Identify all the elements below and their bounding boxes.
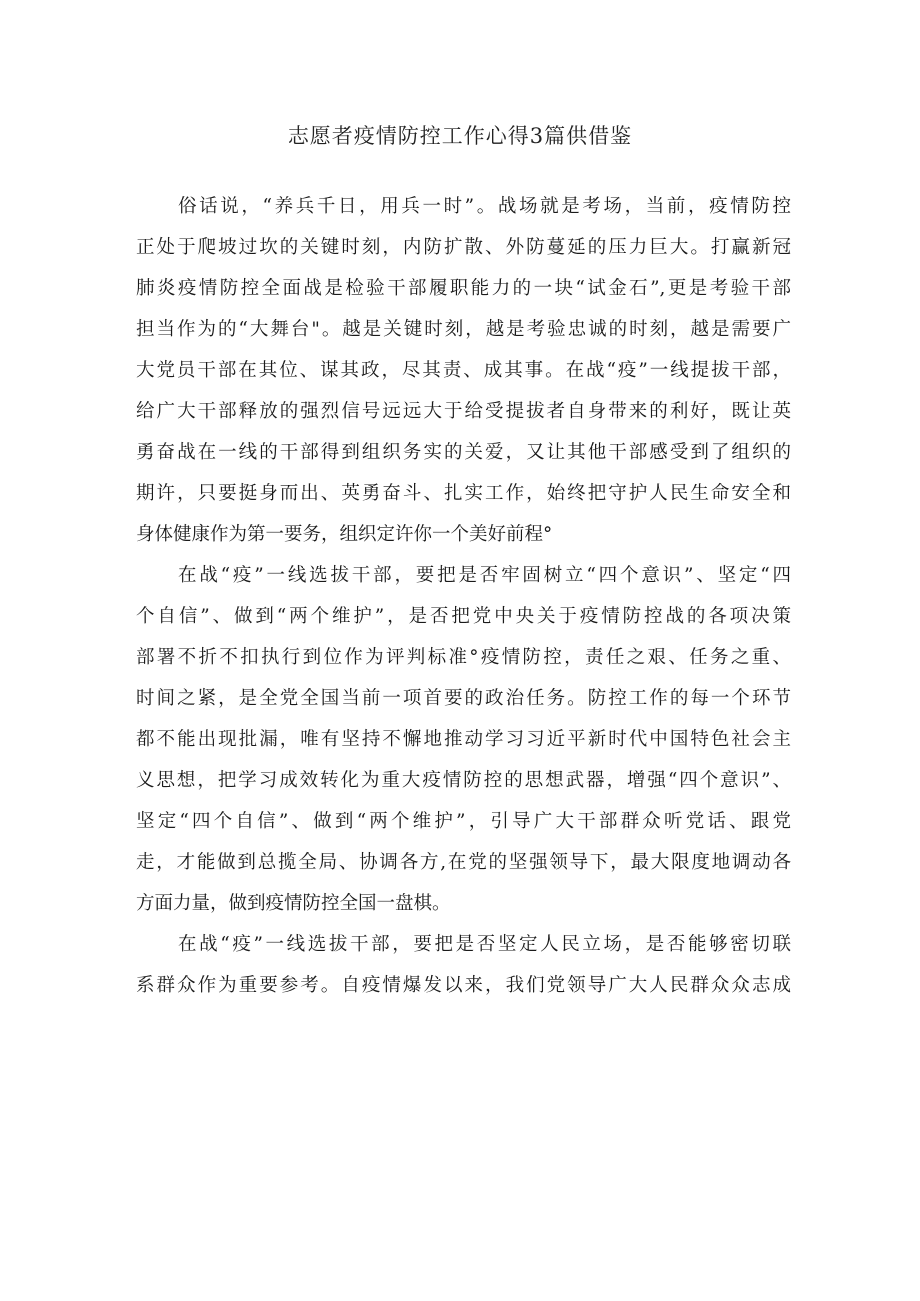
document-body <box>136 186 791 1006</box>
paragraph-2 <box>136 555 791 924</box>
text-line: 义思想，把学习成效转化为重大疫情防控的思想武器，增强“四个意识”、 <box>136 770 791 791</box>
text-line: 身体健康作为第一要务，组织定许你一个美好前程° <box>136 524 553 545</box>
text-line: 时间之紧，是全党全国当前一项首要的政治任务。防控工作的每一个环节 <box>136 688 791 709</box>
paragraph-3 <box>136 924 791 1006</box>
text-line: 部署不折不扣执行到位作为评判标准°疫情防控，责任之艰、任务之重、 <box>136 647 791 668</box>
text-line: 走，才能做到总揽全局、协调各方,在党的坚强领导下，最大限度地调动各 <box>136 852 791 873</box>
text-line: 在战“疫”一线选拔干部，要把是否牢固树立“四个意识”、坚定“四 <box>178 565 791 586</box>
text-line: 期许，只要挺身而出、英勇奋斗、扎实工作，始终把守护人民生命安全和 <box>136 483 791 504</box>
text-line: 大党员干部在其位、谋其政，尽其责、成其事。在战“疫”一线提拔干部， <box>136 360 791 381</box>
text-line: 给广大干部释放的强烈信号远远大于给受提拔者自身带来的利好，既让英 <box>136 401 791 422</box>
text-line: 在战“疫”一线选拔干部，要把是否坚定人民立场，是否能够密切联 <box>178 934 791 955</box>
text-line: 俗话说，“养兵千日，用兵一时”。战场就是考场，当前，疫情防控 <box>178 196 791 217</box>
text-line: 正处于爬坡过坎的关键时刻，内防扩散、外防蔓延的压力巨大。打赢新冠 <box>136 237 791 258</box>
text-line: 担当作为的“大舞台"。越是关键时刻，越是考验忠诚的时刻，越是需要广 <box>136 319 791 340</box>
text-line: 方面力量，做到疫情防控全国一盘棋。 <box>136 893 451 914</box>
text-line: 都不能出现批漏，唯有坚持不懈地推动学习习近平新时代中国特色社会主 <box>136 729 791 750</box>
text-line: 勇奋战在一线的干部得到组织务实的关爱，又让其他干部感受到了组织的 <box>136 442 791 463</box>
text-line: 系群众作为重要参考。自疫情爆发以来，我们党领导广大人民群众众志成 <box>136 975 791 996</box>
document-title: 志愿者疫情防控工作心得3篇供借鉴 <box>287 124 633 148</box>
text-line: 个自信”、做到“两个维护”，是否把党中央关于疫情防控战的各项决策 <box>136 606 791 627</box>
text-line: 坚定“四个自信”、做到“两个维护”，引导广大干部群众听党话、跟党 <box>136 811 791 832</box>
paragraph-1 <box>136 186 791 555</box>
text-line: 肺炎疫情防控全面战是检验干部履职能力的一块“试金石”,更是考验干部 <box>136 278 791 299</box>
